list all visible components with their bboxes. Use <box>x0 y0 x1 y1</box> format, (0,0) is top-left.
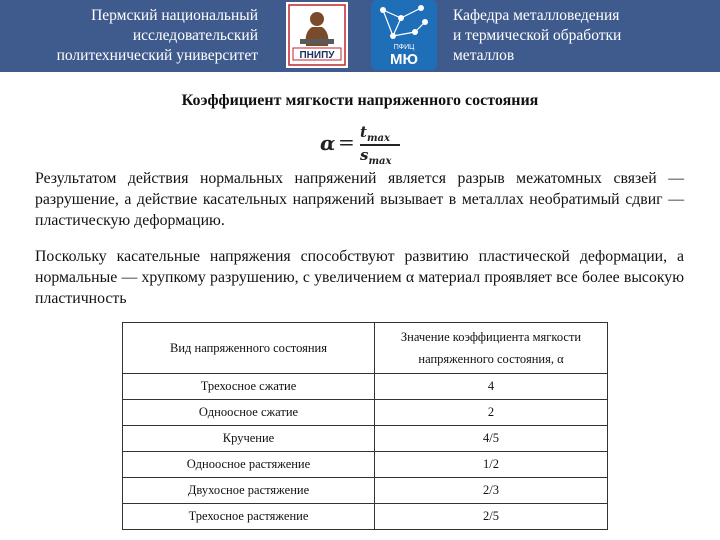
formula-equals: = <box>338 130 355 154</box>
university-name-line: исследовательский <box>132 27 258 44</box>
table-cell-value: 1/2 <box>375 452 608 478</box>
slide-title: Коэффициент мягкости напряженного состояния <box>181 92 539 109</box>
table-header-value <box>375 323 608 374</box>
table-cell-value: 2 <box>375 400 608 426</box>
paragraph-plasticity: Поскольку касательные напряжения способствуют развитию пластической деформации, а нормальные — хрупкому разрушению, с увеличением α материал проявляет все более высокую пластичность <box>35 248 684 307</box>
paragraph-fracture: Результатом действия нормальных напряжений является разрыв межатомных связей — разрушение, а действие касательных напряжений вызывает в металлах необратимый сдвиг — пластическую деформацию. <box>35 170 684 229</box>
table-header-value-line: напряженного состояния, α <box>418 352 564 366</box>
table-cell-state: Одноосное растяжение <box>123 452 375 478</box>
university-name <box>0 6 258 66</box>
formula-denominator-sub: max <box>368 156 392 167</box>
mio-logo-small-text: ПФИЦ <box>393 44 415 51</box>
formula-denominator-base: s <box>360 146 369 164</box>
table-cell-state: Кручение <box>123 426 375 452</box>
table-cell-value: 2/5 <box>375 504 608 530</box>
table-row <box>123 400 608 426</box>
table-cell-value: 4 <box>375 374 608 400</box>
table-cell-state: Одноосное сжатие <box>123 400 375 426</box>
table-header-row <box>123 323 608 374</box>
department-name-line: металлов <box>453 47 515 64</box>
department-name <box>453 6 713 66</box>
table-cell-value: 2/3 <box>375 478 608 504</box>
university-name-line: политехнический университет <box>56 47 258 64</box>
header-banner <box>0 0 720 72</box>
table-row <box>123 426 608 452</box>
pnipu-logo <box>286 2 348 68</box>
softness-coefficient-table <box>122 322 605 525</box>
mio-logo-text: МЮ <box>390 51 418 68</box>
formula-alpha: α <box>320 131 336 155</box>
table-header-value-line: Значение коэффициента мягкости <box>400 330 582 344</box>
table-cell-state: Трехосное растяжение <box>123 504 375 530</box>
formula-denominator <box>360 146 391 167</box>
formula-numerator-sub: max <box>366 133 390 144</box>
table-row <box>123 374 608 400</box>
department-name-line: Кафедра металловедения <box>453 7 620 24</box>
university-name-line: Пермский национальный <box>91 7 258 24</box>
table-header-state: Вид напряженного состояния <box>123 323 375 374</box>
formula-numerator-base: t <box>360 123 367 141</box>
table-cell-value: 4/5 <box>375 426 608 452</box>
table-cell-state: Трехосное сжатие <box>123 374 375 400</box>
formula-numerator <box>360 123 390 144</box>
table-cell-state: Двухосное растяжение <box>123 478 375 504</box>
mio-logo <box>371 0 437 70</box>
department-name-line: и термической обработки <box>453 27 622 44</box>
softness-coefficient-formula <box>318 122 408 168</box>
table-row <box>123 478 608 504</box>
table-row <box>123 452 608 478</box>
pnipu-logo-text: ПНИПУ <box>299 50 335 61</box>
table-row <box>123 504 608 530</box>
